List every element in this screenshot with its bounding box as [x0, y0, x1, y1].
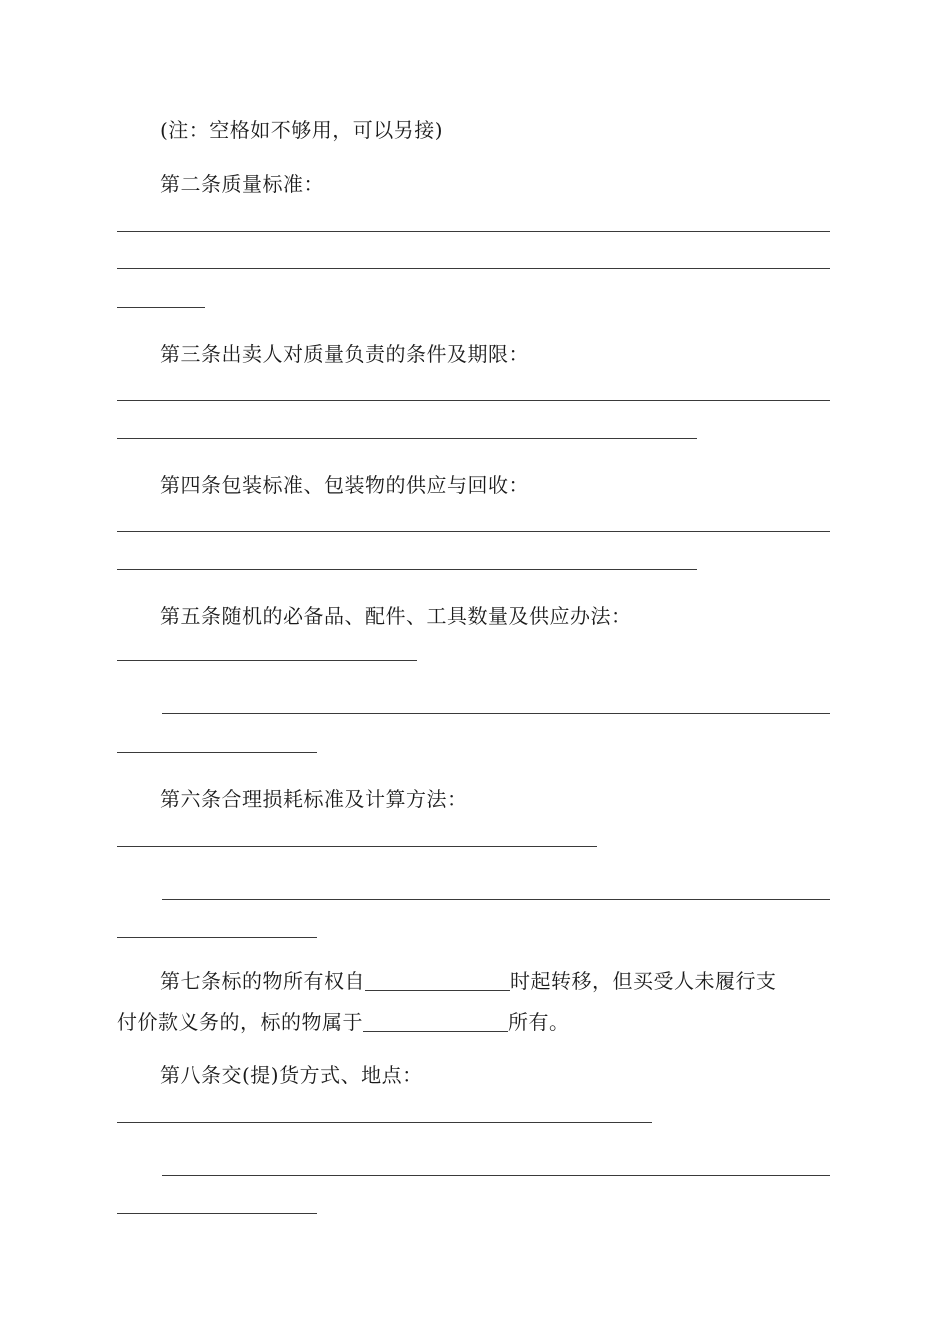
article-2-heading: 第二条质量标准： [160, 172, 324, 196]
article-4-heading: 第四条包装标准、包装物的供应与回收： [160, 473, 529, 497]
article-7-line-2 [117, 1009, 570, 1035]
fill-line [117, 846, 597, 847]
article-7-text-3: 付价款义务的，标的物属于 [117, 1010, 363, 1034]
blank-field [365, 970, 510, 991]
fill-line [162, 1175, 830, 1176]
article-7-text-2: 时起转移，但买受人未履行支 [510, 969, 777, 993]
fill-line [117, 307, 205, 308]
article-7-line-1 [160, 968, 777, 994]
fill-line [117, 231, 830, 232]
fill-line [117, 1122, 652, 1123]
fill-line [162, 899, 830, 900]
fill-line [117, 569, 697, 570]
article-7-text-1: 第七条标的物所有权自 [160, 969, 365, 993]
article-5-heading: 第五条随机的必备品、配件、工具数量及供应办法： [160, 604, 632, 628]
blank-field [363, 1011, 508, 1032]
fill-line [117, 531, 830, 532]
fill-line [117, 937, 317, 938]
fill-line [117, 1213, 317, 1214]
note-text: (注：空格如不够用，可以另接) [160, 118, 444, 142]
fill-line [117, 400, 830, 401]
article-3-heading: 第三条出卖人对质量负责的条件及期限： [160, 342, 529, 366]
fill-line [117, 660, 417, 661]
article-6-heading: 第六条合理损耗标准及计算方法： [160, 787, 468, 811]
fill-line [117, 438, 697, 439]
fill-line [117, 268, 830, 269]
article-8-heading: 第八条交(提)货方式、地点： [160, 1063, 423, 1087]
fill-line [117, 752, 317, 753]
article-7-text-4: 所有。 [508, 1010, 570, 1034]
fill-line [162, 713, 830, 714]
